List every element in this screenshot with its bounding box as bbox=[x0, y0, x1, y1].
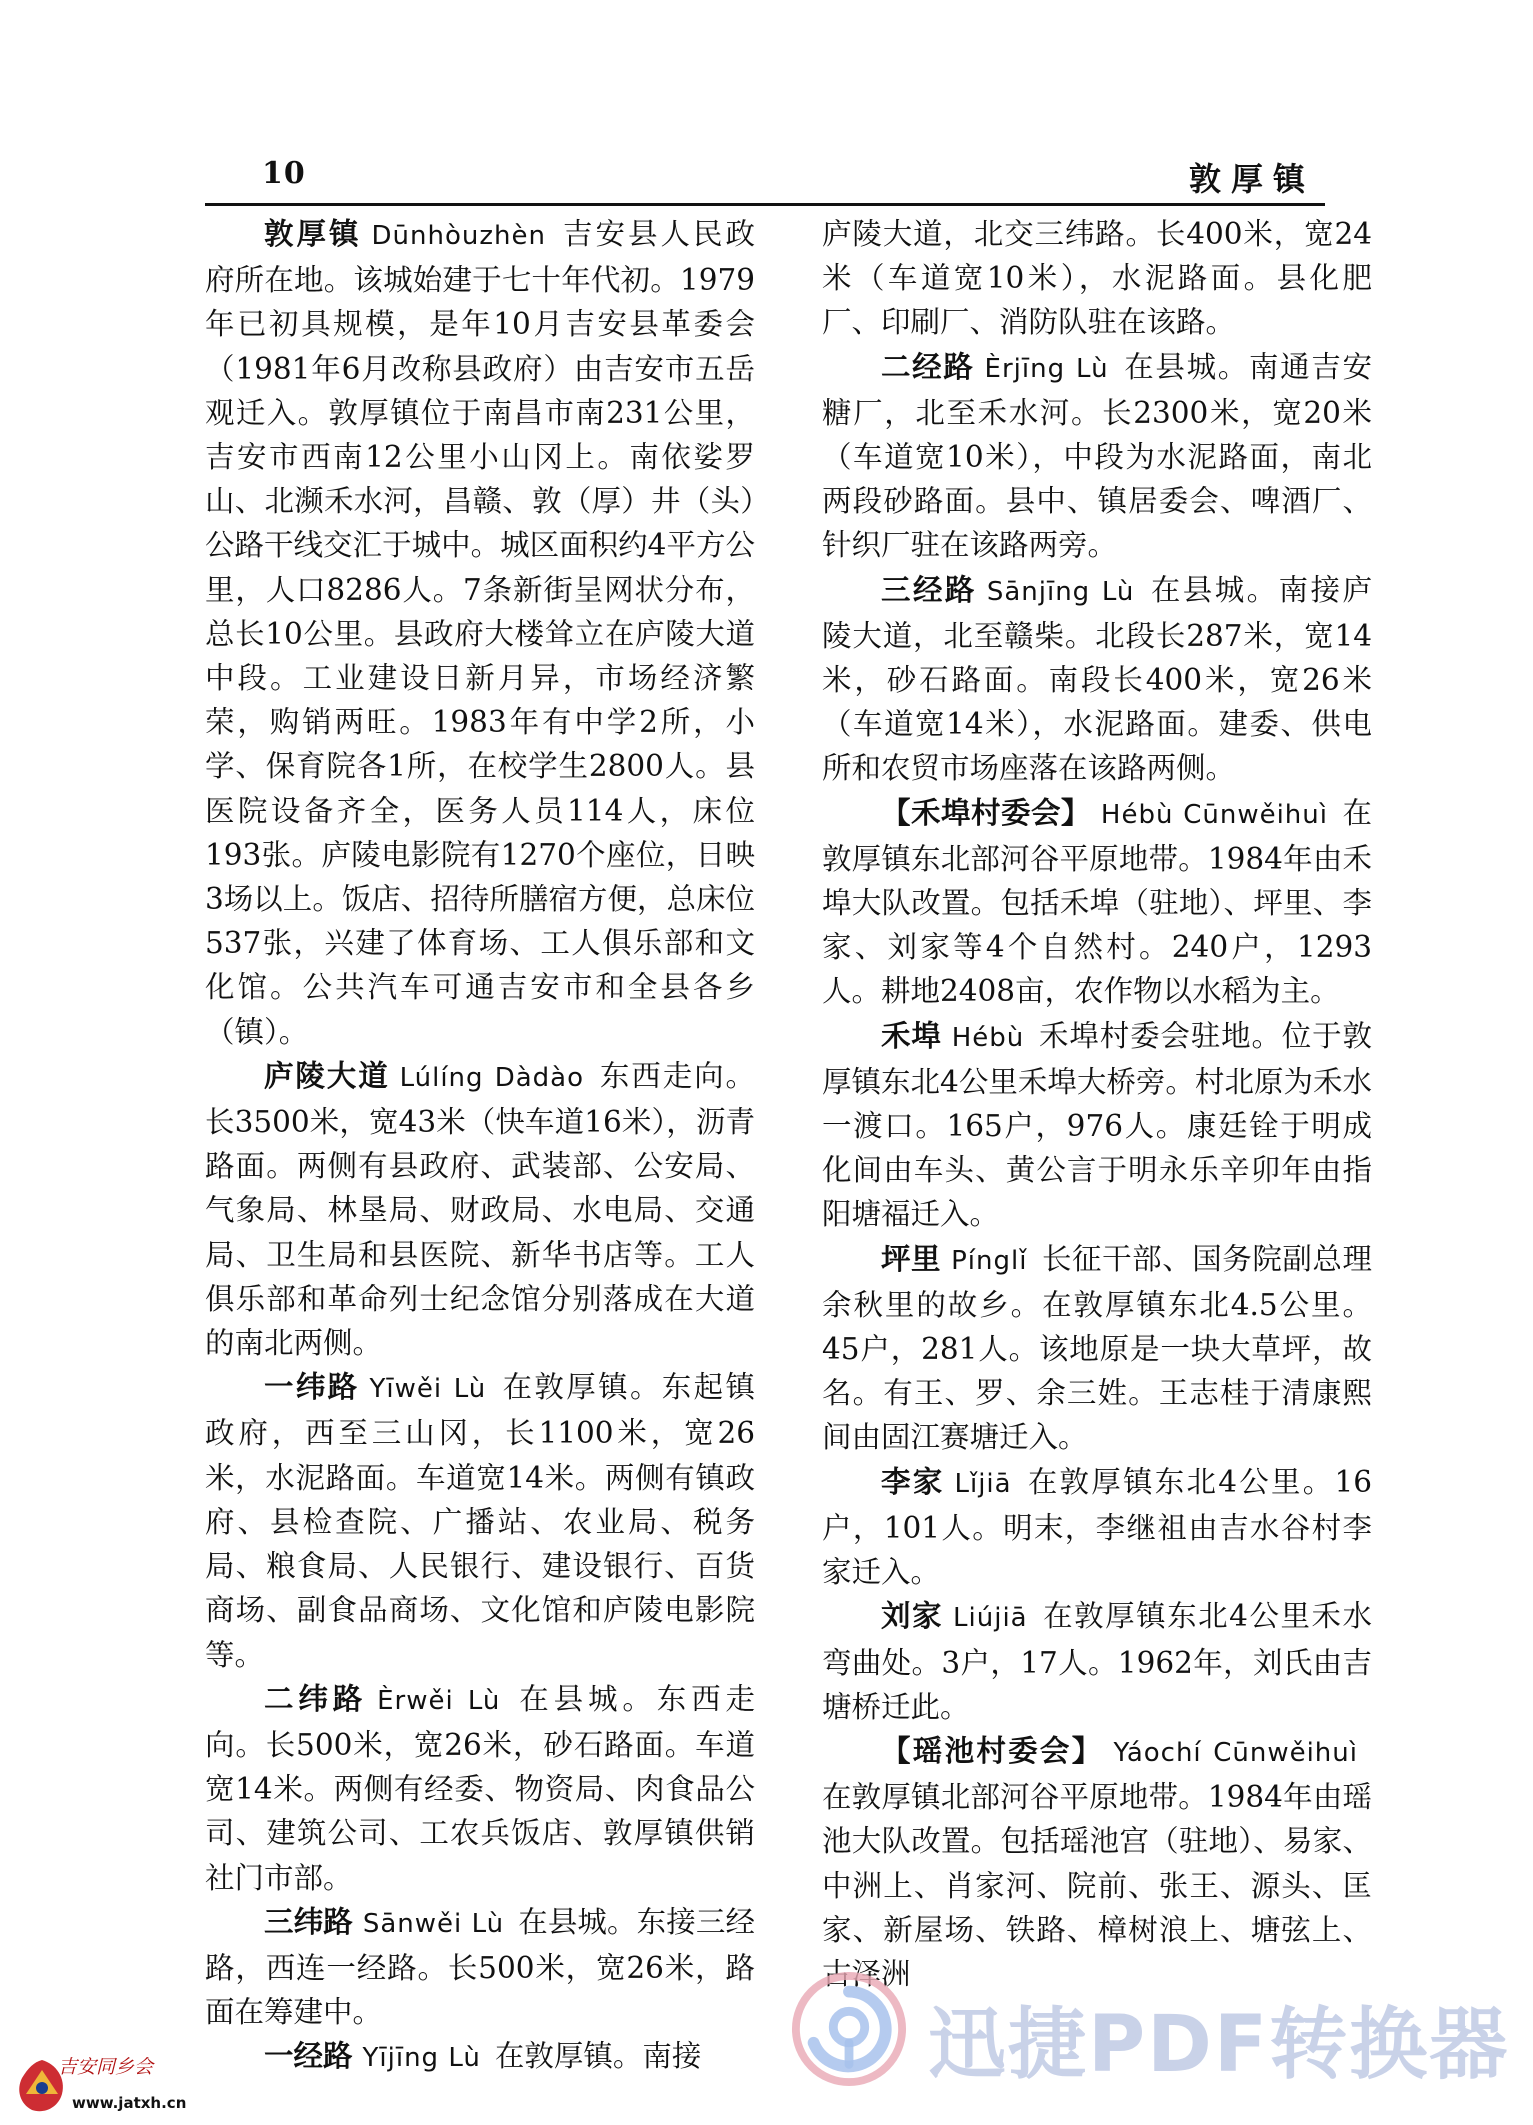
entry-body: 在敦厚镇东北部河谷平原地带。1984年由禾埠大队改置。包括禾埠（驻地）、坪里、李家、刘家等4个自然村。240户，1293人。耕地2408亩，农作物以水稻为主。 bbox=[822, 795, 1372, 1009]
entry-romanization: Dūnhòuzhèn bbox=[371, 221, 546, 251]
entry-romanization: Yījīng Lù bbox=[362, 2043, 481, 2074]
entry-liujia bbox=[822, 1594, 1372, 1729]
left-column bbox=[205, 212, 755, 2081]
entry-body: 在县城。南通吉安糖厂，北至禾水河。长2300米，宽20米（车道宽10米），中段为水泥路面，南北两段砂路面。县中、镇居委会、啤酒厂、针织厂驻在该路两旁。 bbox=[822, 349, 1372, 563]
entry-erjing-lu bbox=[822, 345, 1372, 568]
site-logo bbox=[0, 2050, 200, 2125]
entry-term: 坪里 bbox=[881, 1240, 942, 1276]
entry-romanization: Sānwěi Lù bbox=[362, 1908, 505, 1939]
entry-body: 庐陵大道，北交三纬路。长400米，宽24米（车道宽10米），水泥路面。县化肥厂、印刷厂、消防队驻在该路。 bbox=[822, 217, 1372, 340]
entry-body: 在敦厚镇东北4公里。16户，101人。明末，李继祖由吉水谷村李家迁入。 bbox=[822, 1464, 1372, 1590]
entry-body: 吉安县人民政府所在地。该城始建于七十年代初。1979年已初具规模，是年10月吉安县革委会（1981年6月改称县政府）由吉安市五岳观迁入。敦厚镇位于南昌市南231公里，吉安市西南12公里小山冈上。南依娑罗山、北濒禾水河，昌赣、敦（厚）井（头）公路干线交汇于城中。城区面积约4平方公里，人口8286人。7条新街呈网状分布，总长10公里。县政府大楼耸立在庐陵大道中段。工业建设日新月异，市场经济繁荣，购销两旺。1983年有中学2所，小学、保育院各1所，在校学生2800人。县医院设备齐全，医务人员114人，床位193张。庐陵电影院有1270个座位，日映3场以上。饭店、招待所膳宿方便，总床位537张，兴建了体育场、工人俱乐部和文化馆。公共汽车可通吉安市和全县各乡（镇）。 bbox=[205, 217, 755, 1049]
entry-hebu-cunweihui bbox=[822, 791, 1372, 1014]
entry-yijing-lu bbox=[205, 2034, 755, 2080]
entry-term: 二经路 bbox=[881, 348, 975, 384]
entry-body: 在敦厚镇。东起镇政府，西至三山冈，长1100米，宽26米，水泥路面。车道宽14米。两侧有镇政府、县检查院、广播站、农业局、税务局、粮食局、人民银行、建设银行、百货商场、副食品商场、文化馆和庐陵电影院等。 bbox=[205, 1370, 755, 1672]
entry-term: 禾埠 bbox=[881, 1017, 942, 1053]
entry-romanization: Yáochí Cūnwěihuì bbox=[1113, 1737, 1358, 1768]
pdf-converter-icon bbox=[790, 1970, 908, 2088]
site-logo-name: 吉安同乡会 bbox=[58, 2056, 154, 2078]
running-head: 敦厚镇 bbox=[1188, 160, 1315, 198]
entry-dunhouzhen bbox=[205, 212, 755, 1054]
entry-romanization: Lúlíng Dàdào bbox=[399, 1062, 584, 1093]
entry-term: 李家 bbox=[881, 1463, 945, 1499]
entry-pingli bbox=[822, 1237, 1372, 1460]
entry-term: 三经路 bbox=[881, 571, 977, 607]
entry-romanization: Liújiā bbox=[953, 1603, 1028, 1634]
entry-romanization: Èrwěi Lù bbox=[377, 1685, 501, 1716]
entry-body: 在县城。东西走向。长500米，宽26米，砂石路面。车道宽14米。两侧有经委、物资局、肉食品公司、建筑公司、工农兵饭店、敦厚镇供销社门市部。 bbox=[205, 1681, 755, 1895]
entry-romanization: Sānjīng Lù bbox=[986, 576, 1135, 607]
entry-term: 庐陵大道 bbox=[264, 1057, 390, 1093]
entry-term: 三纬路 bbox=[264, 1903, 353, 1939]
entry-sanjing-lu bbox=[822, 568, 1372, 791]
entry-romanization: Pínglǐ bbox=[951, 1245, 1028, 1276]
entry-body: 在敦厚镇北部河谷平原地带。1984年由瑶池大队改置。包括瑶池宫（驻地）、易家、中洲上、肖家河、院前、张王、源头、匡家、新屋场、铁路、樟树浪上、塘弦上、古泽洲 bbox=[822, 1780, 1372, 1991]
entry-hebu bbox=[822, 1014, 1372, 1237]
entry-term: 敦厚镇 bbox=[264, 216, 362, 251]
page-number: 10 bbox=[262, 156, 306, 191]
entry-romanization: Èrjīng Lù bbox=[984, 353, 1109, 384]
entry-body: 在县城。南接庐陵大道，北至赣柴。北段长287米，宽14米，砂石路面。南段长400米，宽26米（车道宽14米），水泥路面。建委、供电所和农贸市场座落在该路两侧。 bbox=[822, 572, 1372, 786]
entry-body: 在县城。东接三经路，西连一经路。长500米，宽26米，路面在筹建中。 bbox=[205, 1904, 755, 2030]
entry-luling-dadao bbox=[205, 1054, 755, 1365]
entry-romanization: Yīwěi Lù bbox=[369, 1374, 487, 1405]
entry-body: 在敦厚镇。南接 bbox=[494, 2039, 702, 2074]
entry-term: 一纬路 bbox=[264, 1369, 360, 1405]
entry-romanization: Hébù bbox=[951, 1022, 1025, 1053]
entry-yijing-lu-continued bbox=[822, 212, 1372, 345]
entry-term: 刘家 bbox=[881, 1598, 944, 1634]
entry-body: 东西走向。长3500米，宽43米（快车道16米），沥青路面。两侧有县政府、武装部、公安局、气象局、林垦局、财政局、水电局、交通局、卫生局和县医院、新华书店等。工人俱乐部和革命列士纪念馆分别落成在大道的南北两侧。 bbox=[205, 1058, 755, 1361]
entry-body: 禾埠村委会驻地。位于敦厚镇东北4公里禾埠大桥旁。村北原为禾水一渡口。165户，976人。康廷铨于明成化间由车头、黄公言于明永乐辛卯年由指阳塘福迁入。 bbox=[822, 1018, 1372, 1232]
right-column bbox=[822, 212, 1372, 1996]
entry-term: 二纬路 bbox=[264, 1680, 368, 1716]
watermark bbox=[790, 1970, 1510, 2090]
entry-yiwei-lu bbox=[205, 1365, 755, 1676]
entry-lijia bbox=[822, 1460, 1372, 1595]
entry-body: 长征干部、国务院副总理余秋里的故乡。在敦厚镇东北4.5公里。45户，281人。该地原是一块大草坪，故名。有王、罗、余三姓。王志桂于清康熙间由固江赛塘迁入。 bbox=[822, 1241, 1372, 1455]
entry-yaochi-cunweihui bbox=[822, 1729, 1372, 1996]
entry-term: 一经路 bbox=[264, 2038, 353, 2074]
watermark-text: 迅捷PDF转换器 bbox=[928, 2000, 1510, 2090]
entry-romanization: Lǐjiā bbox=[954, 1468, 1012, 1499]
entry-body: 在敦厚镇东北4公里禾水弯曲处。3户，17人。1962年，刘氏由吉塘桥迁此。 bbox=[822, 1599, 1372, 1724]
entry-sanwei-lu bbox=[205, 1900, 755, 2035]
entry-term: 【禾埠村委会】 bbox=[881, 794, 1091, 830]
entry-erwei-lu bbox=[205, 1677, 755, 1900]
entry-term: 【瑶池村委会】 bbox=[881, 1732, 1104, 1768]
site-logo-url: www.jatxh.cn bbox=[72, 2094, 187, 2112]
entry-romanization: Hébù Cūnwěihuì bbox=[1100, 799, 1328, 830]
header-rule bbox=[205, 203, 1325, 206]
